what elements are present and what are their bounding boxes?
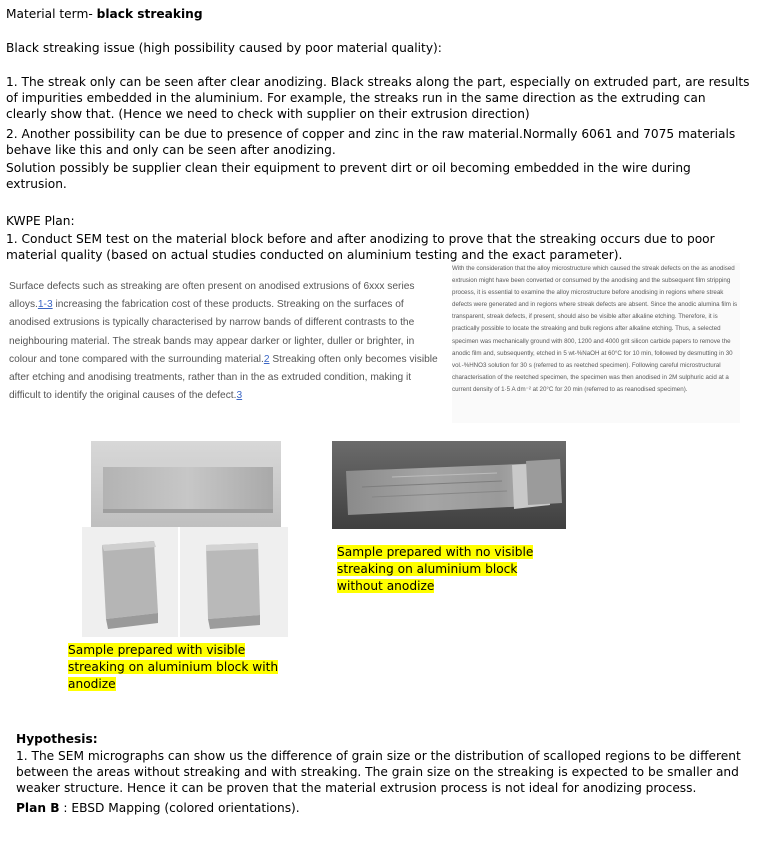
caption-with-streaking-text: Sample prepared with visible streaking on aluminium block with anodize <box>68 643 279 691</box>
excerpt-left-part3: Streaking often only becomes visible after etching and anodising treatments, rather than in the as extruded condition, making it difficult to identify the original causes of the defect. <box>9 353 438 402</box>
plan-b <box>16 800 736 816</box>
streaked-bar-photo <box>332 441 566 529</box>
aluminium-bar-photo <box>91 441 281 527</box>
streaked-bar-image <box>332 441 566 529</box>
excerpt-ref-1[interactable]: 1-3 <box>37 299 53 311</box>
term-label: Material term- <box>6 7 97 21</box>
hypothesis-text: 1. The SEM micrographs can show us the difference of grain size or the distribution of scalloped regions to be different between the areas without streaking and with streaking. The grain size on the streaking is expected to be smaller and weaker structure. Hence it can be proven that the material extrusion process is not ideal for anodizing process. <box>16 749 741 795</box>
material-term <box>6 6 746 22</box>
issue-point-2: 2. Another possibility can be due to presence of copper and zinc in the raw material.Normally 6061 and 7075 materials behave like this and only can be seen after anodizing. <box>6 127 736 157</box>
hypothesis-title <box>16 731 736 747</box>
aluminium-cubes-photo <box>82 527 288 637</box>
excerpt-ref-3[interactable]: 3 <box>236 390 243 402</box>
hypothesis-title-text: Hypothesis: <box>16 732 98 746</box>
article-excerpt-left <box>9 278 439 405</box>
issue-point-1: 1. The streak only can be seen after clear anodizing. Black streaks along the part, especially on extruded part, are results of impurities embedded in the aluminium. For example, the streaks run in the same direction as the extruding can clearly show that. (Hence we need to check with supplier on their extrusion direction) <box>6 75 750 121</box>
article-excerpt-right: With the consideration that the alloy microstructure which caused the streak defects on the as anodised extrusion might have been converted or consumed by the anodising and the subsequent film stripping process, it is essential to examine the alloy microstructure before anodising in regions where streak defects were generated and in regions where streak defects are absent. Since the anodic alumina film is transparent, streak defects, if present, should also be visible after alkaline etching. Therefore, it is practically possible to locate the streaking and bulk regions after alkaline etching. Thus, a selected specimen was mechanically ground with 800, 1200 and 4000 grit silicon carbide papers to remove the anodic film and, subsequently, etched in 5 wt-%NaOH at 60°C for 10 min, followed by desmutting in 30 vol.-%HNO3 solution for 30 s (referred to as reetched specimen). Following careful microstructural characterisation of the reetched specimen, the specimen was then anodised in 2M sulphuric acid at a current density of 1·5 A dm⁻² at 20°C for 20 min (referred to as reanodised specimen). <box>452 263 740 423</box>
term-value: black streaking <box>96 7 203 21</box>
excerpt-left-part2: increasing the fabrication cost of these products. Streaking on the surfaces of anodised extrusions is typically characterised by narrow bands of different contrasts to the neighbouring material. The streak bands may appear darker or lighter, duller or brighter, in colour and tone compared with the surrounding material. <box>9 299 415 365</box>
excerpt-ref-2[interactable]: 2 <box>263 353 270 365</box>
excerpt-left-part1: Surface defects such as streaking are often present on anodised extrusions of 6xxx series alloys. <box>9 281 415 311</box>
caption-no-streaking-text: Sample prepared with no visible streaking on aluminium block without anodize <box>337 545 534 593</box>
aluminium-cubes-image <box>82 527 288 637</box>
plan-b-text: : EBSD Mapping (colored orientations). <box>59 801 300 815</box>
plan-title: KWPE Plan: <box>6 214 75 228</box>
aluminium-bar-image <box>91 441 281 527</box>
caption-with-streaking <box>68 642 298 693</box>
plan-b-label: Plan B <box>16 801 60 815</box>
issue-title: Black streaking issue (high possibility caused by poor material quality): <box>6 41 442 55</box>
caption-no-streaking <box>337 544 561 595</box>
issue-solution: Solution possibly be supplier clean their equipment to prevent dirt or oil becoming embedded in the wire during extrusion. <box>6 161 691 191</box>
plan-step-1: 1. Conduct SEM test on the material block before and after anodizing to prove that the streaking occurs due to poor material quality (based on actual studies conducted on aluminium testing and the exact parameter). <box>6 232 715 262</box>
